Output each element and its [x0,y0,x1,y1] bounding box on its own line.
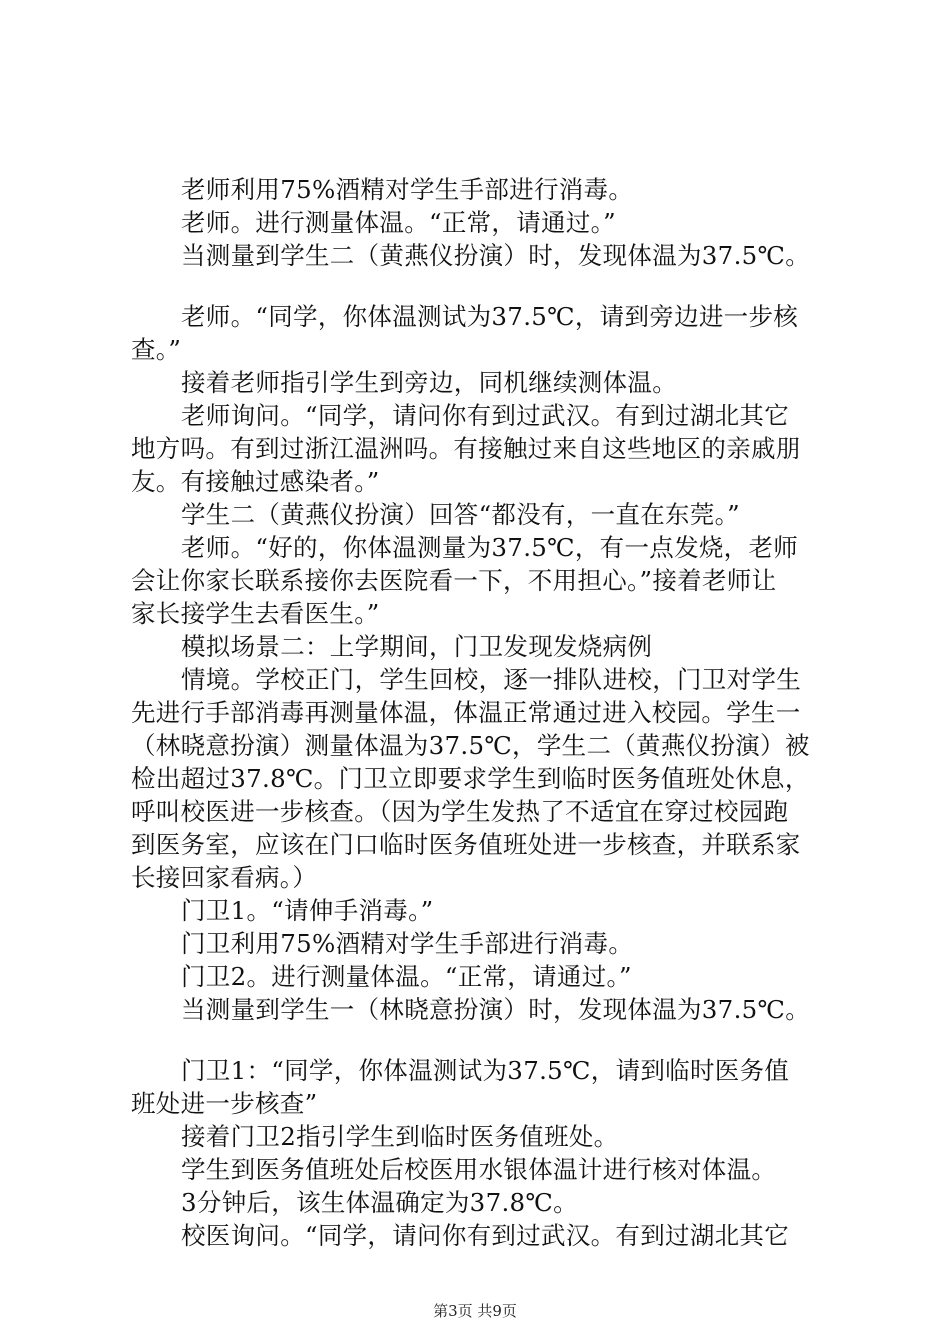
text-line: 长接回家看病。） [131,863,318,892]
text-line: 检出超过37.8℃。门卫立即要求学生到临时医务值班处休息， [131,764,810,793]
text-line: 老师。“同学，你体温测试为37.5℃，请到旁边进一步核 [181,302,799,331]
text-line: 门卫1：“同学，你体温测试为37.5℃，请到临时医务值 [181,1056,790,1085]
text-line: 老师。进行测量体温。“正常，请通过。” [181,208,616,237]
text-line: 校医询问。“同学，请问你有到过武汉。有到过湖北其它 [181,1221,790,1250]
text-line: 当测量到学生二（黄燕仪扮演）时，发现体温为37.5℃。 [181,241,811,270]
text-line: 接着门卫2指引学生到临时医务值班处。 [181,1122,619,1151]
text-line: 先进行手部消毒再测量体温，体温正常通过进入校园。学生一 [131,698,801,727]
text-line: 学生二（黄燕仪扮演）回答“都没有，一直在东莞。” [181,500,740,529]
text-line: 门卫1。“请伸手消毒。” [181,896,434,925]
text-line: 门卫2。进行测量体温。“正常，请通过。” [181,962,632,991]
text-line: 接着老师指引学生到旁边，同机继续测体温。 [181,368,677,397]
text-line: 当测量到学生一（林晓意扮演）时，发现体温为37.5℃。 [181,995,811,1024]
section-heading: 模拟场景二：上学期间，门卫发现发烧病例 [181,632,653,661]
text-line: 学生到医务值班处后校医用水银体温计进行核对体温。 [181,1155,777,1184]
text-line: 老师询问。“同学，请问你有到过武汉。有到过湖北其它 [181,401,790,430]
text-line: 呼叫校医进一步核查。（因为学生发热了不适宜在穿过校园跑 [131,797,789,826]
text-line: 会让你家长联系接你去医院看一下，不用担心。”接着老师让 [131,566,777,595]
text-line: 老师利用75%酒精对学生手部进行消毒。 [181,175,634,204]
text-line: 友。有接触过感染者。” [131,467,380,496]
text-line: 查。” [131,335,182,364]
text-line: 班处进一步核查” [131,1089,318,1118]
text-line: （林晓意扮演）测量体温为37.5℃，学生二（黄燕仪扮演）被 [131,731,810,760]
text-line: 地方吗。有到过浙江温洲吗。有接触过来自这些地区的亲戚朋 [131,434,801,463]
page-footer: 第3页 共9页 [433,1302,517,1320]
text-line: 家长接学生去看医生。” [131,599,380,628]
text-line: 3分钟后，该生体温确定为37.8℃。 [181,1188,578,1217]
text-line: 情境。学校正门，学生回校，逐一排队进校，门卫对学生 [181,665,801,694]
text-line: 到医务室，应该在门口临时医务值班处进一步核查，并联系家 [131,830,801,859]
text-line: 门卫利用75%酒精对学生手部进行消毒。 [181,929,634,958]
text-line: 老师。“好的，你体温测量为37.5℃，有一点发烧，老师 [181,533,799,562]
